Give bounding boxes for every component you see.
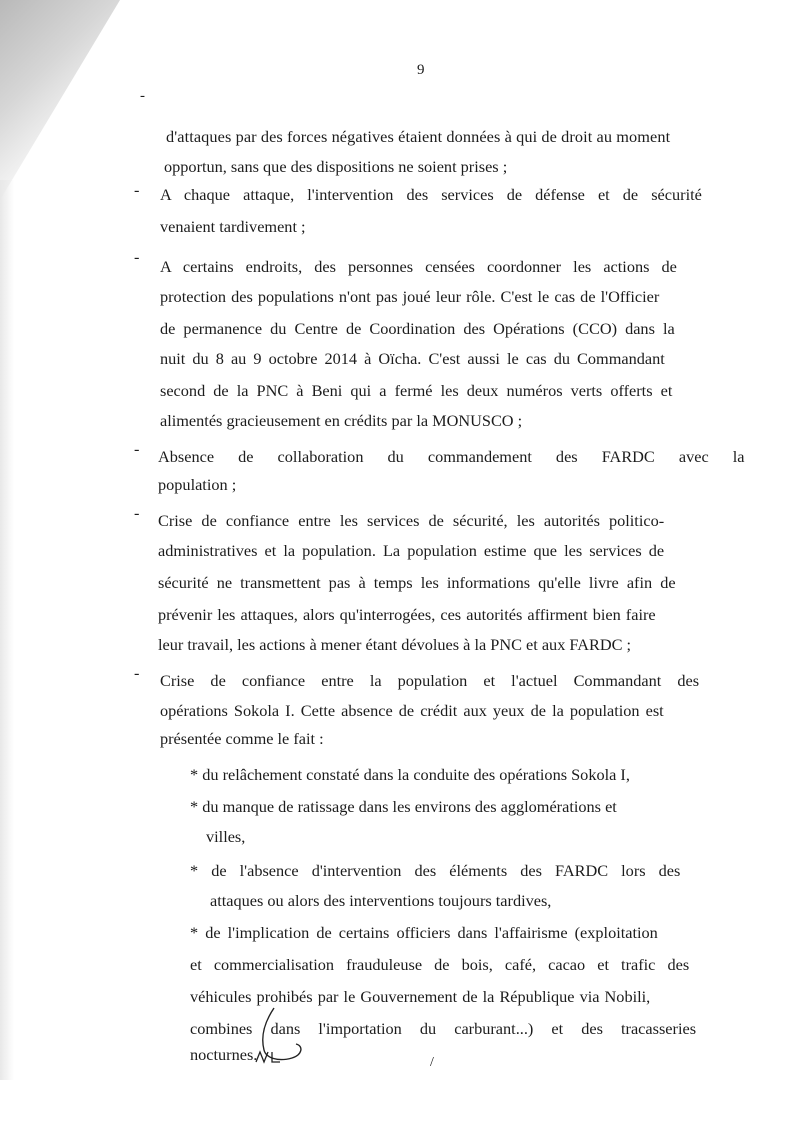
text-line: opérations Sokola I. Cette absence de crédit aux yeux de la population est (160, 701, 664, 720)
text-line: attaques ou alors des interventions toujours tardives, (210, 891, 552, 910)
stray-mark: - (140, 88, 145, 104)
text-line: Crise de confiance entre la population et l'actuel Commandant des (160, 671, 700, 690)
text-line: second de la PNC à Beni qui a fermé les deux numéros verts offerts et (160, 381, 673, 400)
text-line: * de l'implication de certains officiers dans l'affairisme (exploitation (190, 923, 658, 942)
scan-shadow (0, 0, 120, 200)
text-line: A chaque attaque, l'intervention des services de défense et de sécurité (160, 185, 702, 204)
text-line: de permanence du Centre de Coordination des Opérations (CCO) dans la (160, 319, 675, 338)
text-line: administratives et la population. La population estime que les services de (158, 541, 665, 560)
text-line: population ; (158, 475, 237, 494)
end-mark: / (430, 1055, 434, 1070)
text-line: sécurité ne transmettent pas à temps les informations qu'elle livre afin de (158, 573, 676, 592)
text-line: véhicules prohibés par le Gouvernement de la République via Nobili, (190, 987, 651, 1006)
text-line: prévenir les attaques, alors qu'interrogées, ces autorités affirment bien faire (158, 605, 656, 624)
bullet-dash: - (134, 439, 140, 458)
text-line: * de l'absence d'intervention des éléments des FARDC lors des (190, 861, 681, 880)
text-line: opportun, sans que des dispositions ne soient prises ; (164, 157, 508, 176)
text-line: nocturnes. (190, 1045, 258, 1064)
text-line: Absence de collaboration du commandement des FARDC avec la (158, 447, 745, 466)
text-line: présentée comme le fait : (160, 729, 324, 748)
bullet-dash: - (134, 247, 140, 266)
handwritten-signature (252, 1000, 322, 1070)
text-line: nuit du 8 au 9 octobre 2014 à Oïcha. C'est aussi le cas du Commandant (160, 349, 665, 368)
text-line: alimentés gracieusement en crédits par la MONUSCO ; (160, 411, 523, 430)
text-line: venaient tardivement ; (160, 217, 306, 236)
text-line: * du manque de ratissage dans les environs des agglomérations et (190, 797, 617, 816)
text-line: protection des populations n'ont pas joué leur rôle. C'est le cas de l'Officier (160, 287, 660, 306)
text-line: leur travail, les actions à mener étant dévolues à la PNC et aux FARDC ; (158, 635, 632, 654)
bullet-dash: - (134, 503, 140, 522)
scan-edge (0, 180, 14, 1080)
page-number: 9 (417, 62, 425, 78)
text-line: combines dans l'importation du carburant...) et des tracasseries (190, 1019, 697, 1038)
text-line: d'attaques par des forces négatives étaient données à qui de droit au moment (166, 127, 671, 146)
bullet-dash: - (134, 180, 140, 199)
text-line: et commercialisation frauduleuse de bois, café, cacao et trafic des (190, 955, 690, 974)
text-line: A certains endroits, des personnes censées coordonner les actions de (160, 257, 677, 276)
text-line: Crise de confiance entre les services de sécurité, les autorités politico- (158, 511, 665, 530)
text-line: villes, (206, 827, 246, 846)
bullet-dash: - (134, 663, 140, 682)
text-line: * du relâchement constaté dans la conduite des opérations Sokola I, (190, 765, 630, 784)
